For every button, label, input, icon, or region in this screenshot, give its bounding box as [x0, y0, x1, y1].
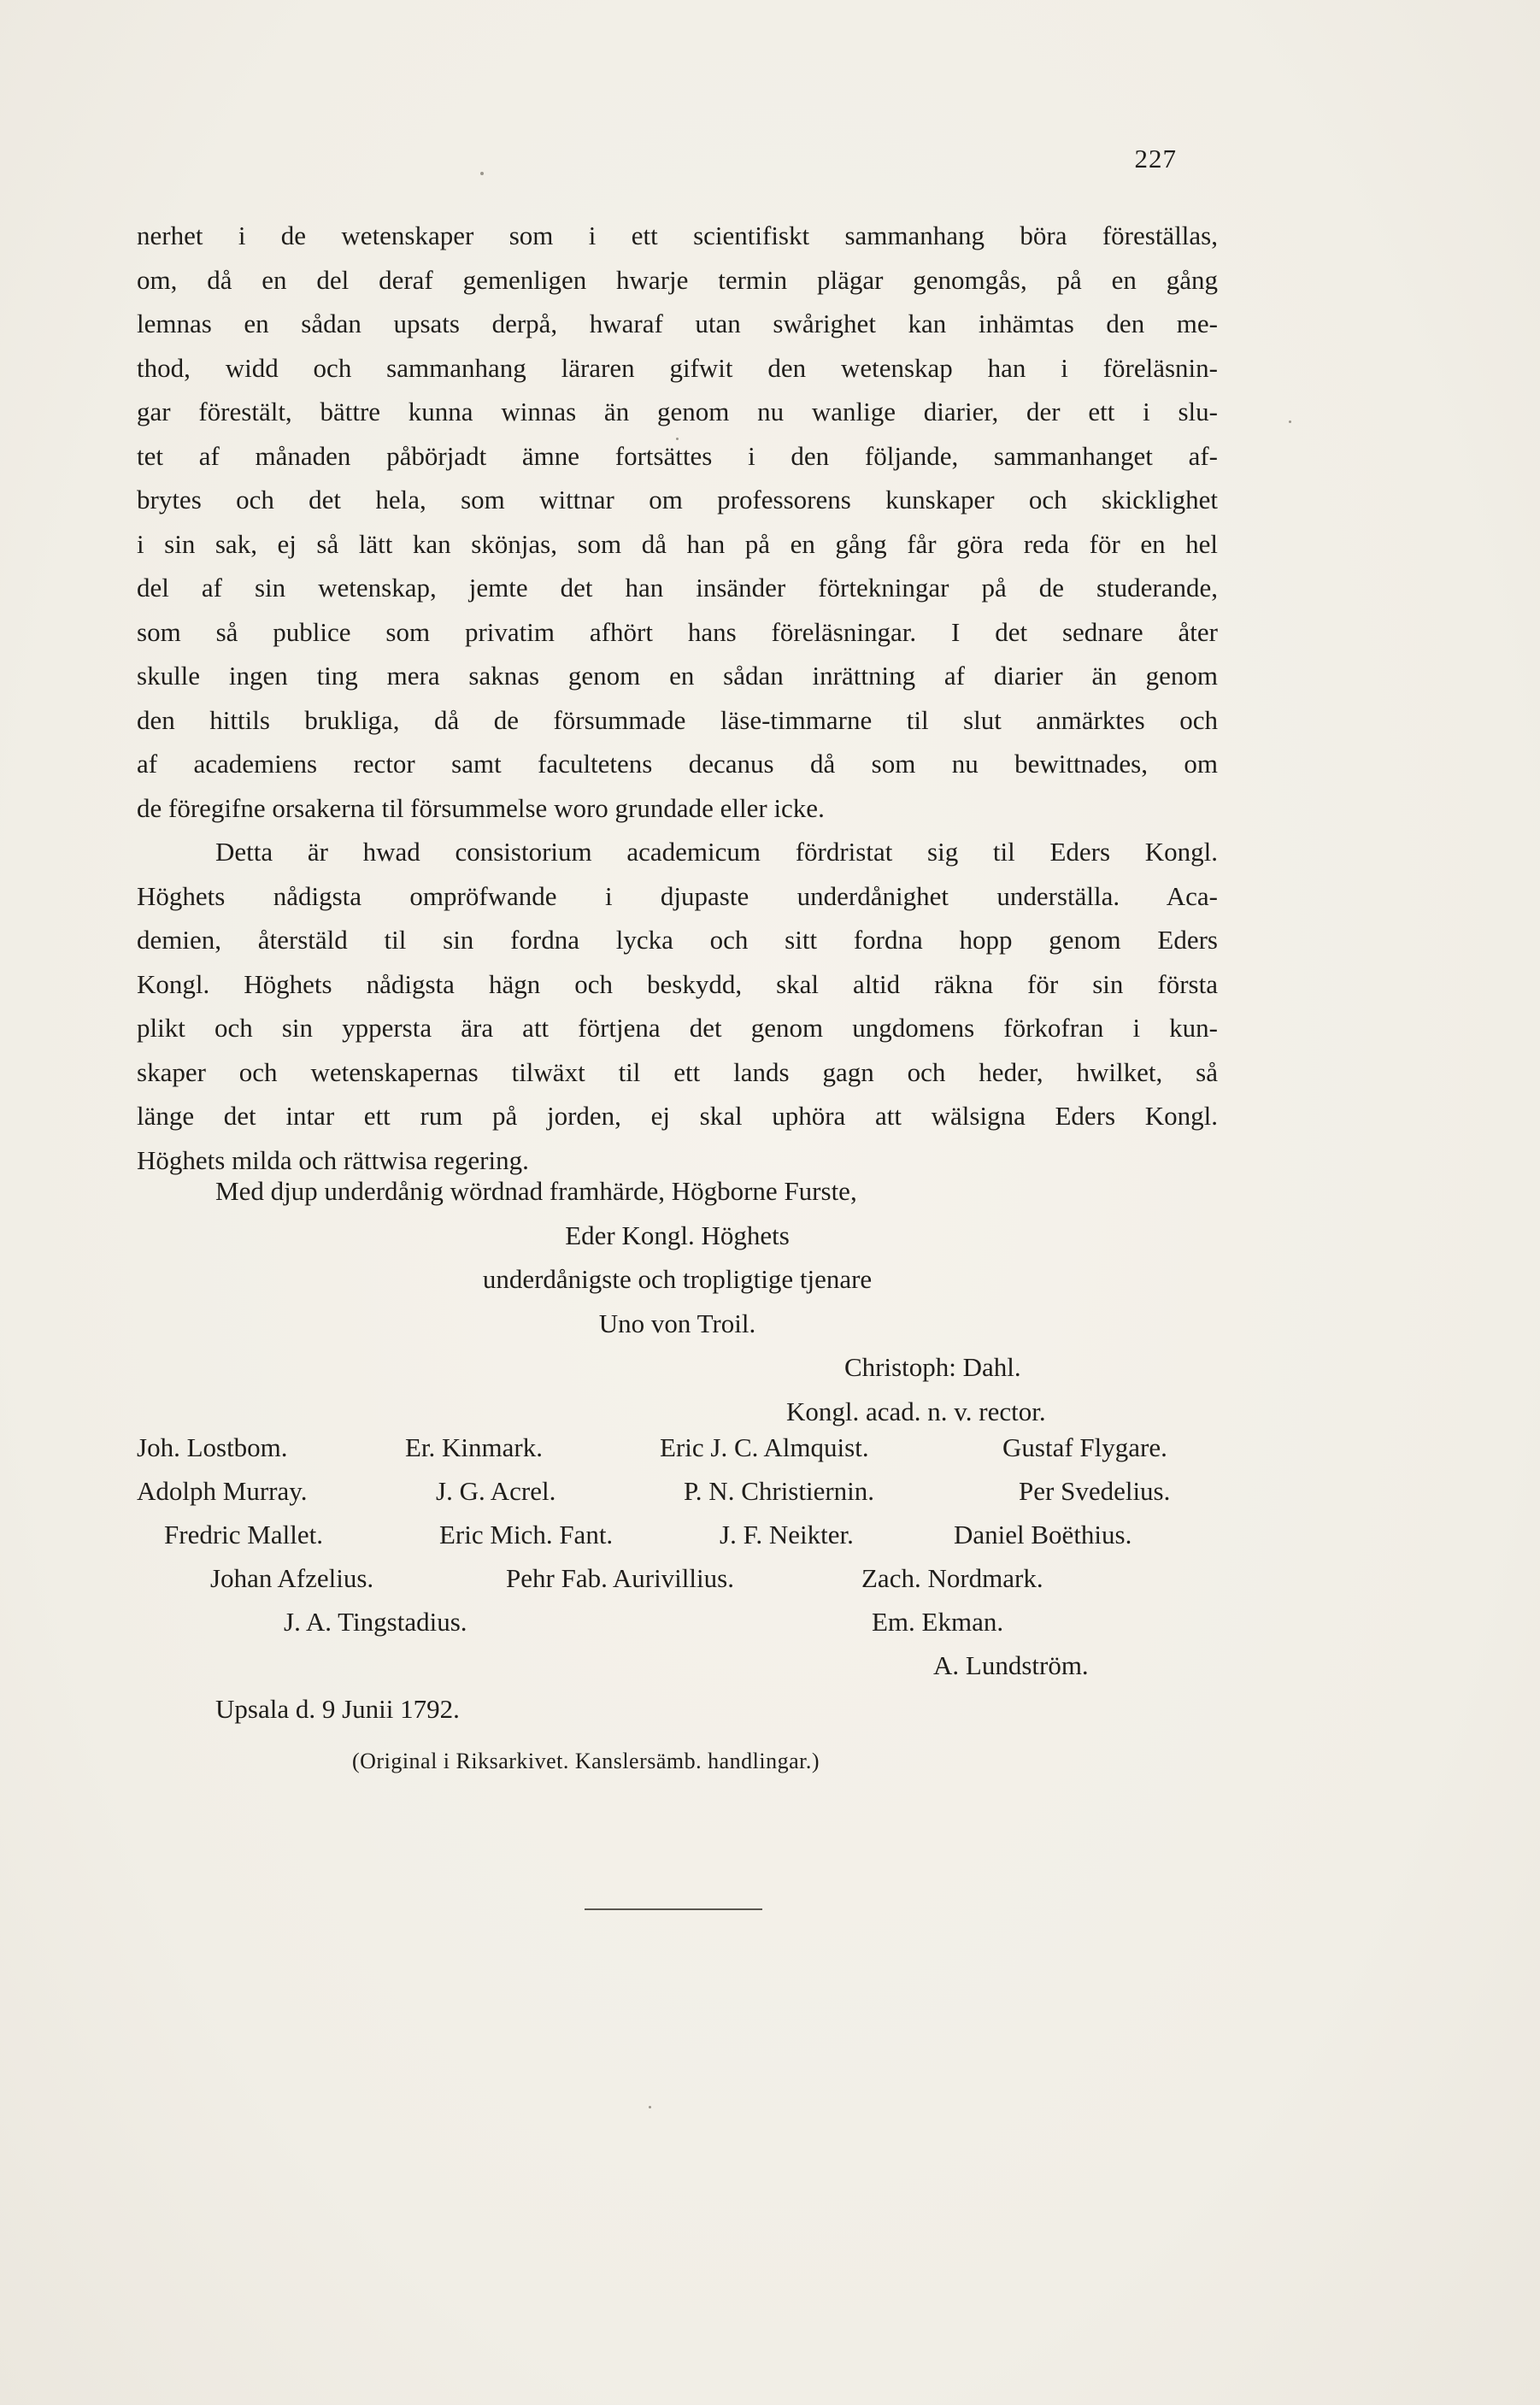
body-line: af academiens rector samt facultetens decanus då som nu bewittnades, om	[137, 749, 1218, 779]
signatory-name: J. F. Neikter.	[720, 1520, 854, 1549]
signatory-name: Em. Ekman.	[872, 1607, 1004, 1637]
signatory-name: Uno von Troil.	[598, 1308, 756, 1338]
signatory-name: Pehr Fab. Aurivillius.	[506, 1563, 734, 1593]
signatory-name: Gustaf Flygare.	[1002, 1432, 1167, 1462]
closing-line: Eder Kongl. Höghets	[565, 1220, 790, 1250]
body-line: skulle ingen ting mera saknas genom en sådan inrättning af diarier än genom	[137, 661, 1218, 691]
signatory-name: A. Lundström.	[933, 1650, 1089, 1680]
signatory-name: J. A. Tingstadius.	[284, 1607, 467, 1637]
body-line: Höghets milda och rättwisa regering.	[137, 1144, 529, 1175]
date-line: Upsala d. 9 Junii 1792.	[215, 1694, 460, 1724]
body-line: länge det intar ett rum på jorden, ej skal uphöra att wälsigna Eders Kongl.	[137, 1101, 1218, 1131]
body-line: lemnas en sådan upsats derpå, hwaraf utan swårighet kan inhämtas den me-	[137, 309, 1218, 338]
horizontal-rule	[585, 1908, 762, 1910]
signature-row	[137, 1563, 1218, 1608]
signatory-name: Joh. Lostbom.	[137, 1432, 288, 1462]
signatory-name: Johan Afzelius.	[210, 1563, 374, 1593]
signatory-name: Per Svedelius.	[1019, 1476, 1171, 1506]
signature-row	[137, 1650, 1218, 1695]
body-line: om, då en del deraf gemenligen hwarje termin plägar genomgås, på en gång	[137, 264, 1218, 295]
closing-formula	[137, 1169, 1218, 1433]
body-line: Kongl. Höghets nådigsta hägn och beskydd, skal altid räkna för sin första	[137, 968, 1218, 999]
body-line: i sin sak, ej så lätt kan skönjas, som då han på en gång får göra reda för en hel	[137, 528, 1218, 559]
body-line: thod, widd och sammanhang läraren gifwit den wetenskap han i föreläsnin-	[137, 352, 1218, 383]
signatory-name: Zach. Nordmark.	[861, 1563, 1043, 1593]
body-line: demien, återstäld til sin fordna lycka och sitt fordna hopp genom Eders	[137, 925, 1218, 955]
body-line: som så publice som privatim afhört hans föreläsningar. I det sednare åter	[137, 616, 1218, 647]
body-line: tet af månaden påbörjadt ämne fortsättes i den följande, sammanhanget af-	[137, 440, 1218, 471]
closing-line: underdånigste och tropligtige tjenare	[482, 1264, 873, 1294]
signatory-name: Adolph Murray.	[137, 1476, 308, 1506]
paper-speck	[1289, 420, 1291, 423]
body-line: Detta är hwad consistorium academicum fördristat sig til Eders Kongl.	[215, 837, 1218, 867]
signatory-name: Daniel Boëthius.	[954, 1520, 1132, 1549]
signatory-name: Fredric Mallet.	[164, 1520, 323, 1549]
signature-row	[137, 1607, 1218, 1651]
paper-speck	[480, 172, 484, 175]
signature-row	[137, 1476, 1218, 1520]
signature-row	[137, 1432, 1218, 1477]
body-line: de föregifne orsakerna til försummelse woro grundade eller icke.	[137, 792, 825, 823]
body-line: skaper och wetenskapernas tilwäxt til ett lands gagn och heder, hwilket, så	[137, 1056, 1218, 1087]
body-line: plikt och sin yppersta ära att förtjena det genom ungdomens förkofran i kun-	[137, 1013, 1218, 1043]
paper-speck	[649, 2106, 651, 2108]
body-line: Höghets nådigsta ompröfwande i djupaste underdånighet underställa. Aca-	[137, 880, 1218, 911]
signatory-name: Eric Mich. Fant.	[439, 1520, 614, 1549]
closing-line: Med djup underdånig wördnad framhärde, Högborne Furste,	[215, 1176, 857, 1206]
signatory-name: J. G. Acrel.	[436, 1476, 556, 1506]
signatory-name: Eric J. C. Almquist.	[660, 1432, 869, 1462]
body-line: brytes och det hela, som wittnar om professorens kunskaper och skicklighet	[137, 485, 1218, 515]
body-line: del af sin wetenskap, jemte det han insänder förtekningar på de studerande,	[137, 573, 1218, 603]
body-line: gar förestält, bättre kunna winnas än genom nu wanlige diarier, der ett i slu-	[137, 397, 1218, 426]
body-line: nerhet i de wetenskaper som i ett scientifiskt sammanhang böra föreställas,	[137, 221, 1218, 250]
signatory-name: P. N. Christiernin.	[684, 1476, 875, 1506]
page-number: 227	[1134, 144, 1177, 173]
signatory-name: Christoph: Dahl.	[844, 1352, 1021, 1382]
body-line: den hittils brukliga, då de försummade läse-timmarne til slut anmärktes och	[137, 704, 1218, 735]
body-text	[137, 214, 1218, 1182]
signature-row	[137, 1520, 1218, 1564]
signatory-name: Er. Kinmark.	[405, 1432, 543, 1462]
signatory-title: Kongl. acad. n. v. rector.	[786, 1396, 1046, 1426]
source-note: (Original i Riksarkivet. Kanslersämb. handlingar.)	[352, 1749, 820, 1773]
